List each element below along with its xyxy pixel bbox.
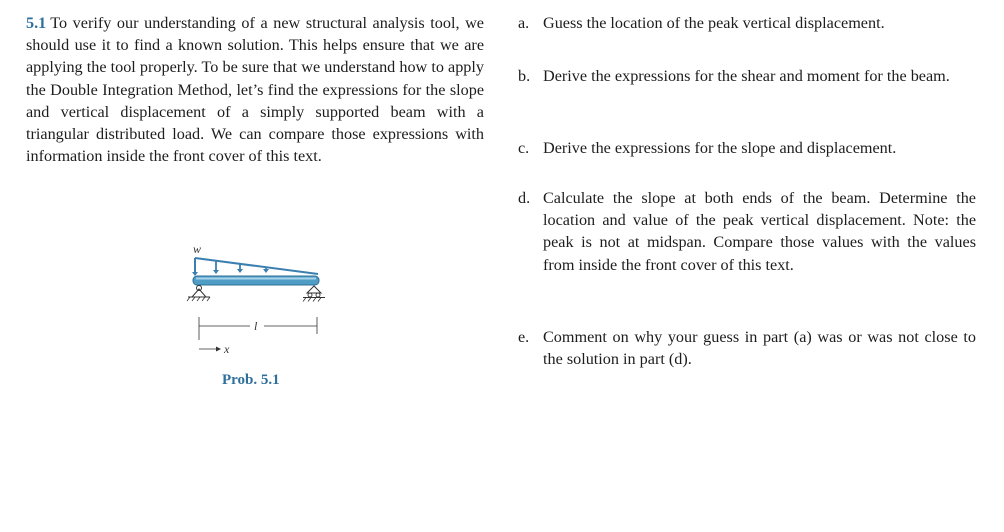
ground-hatch <box>308 298 311 302</box>
ground-hatch <box>303 298 306 302</box>
part-letter: d. <box>518 189 531 207</box>
load-arrow-head <box>213 270 219 274</box>
beam-highlight <box>196 278 316 280</box>
problem-text: To verify our understanding of a new structural analysis tool, we should use it to find a known solution. This helps ensure that we are applying the tool properly. To be sure that we understand how to apply the Double Integration Method, let’s find the expressions for the slope and vertical displacement of a simply supported beam with a triangular distributed load. We can compare those expressions with information inside the front cover of this text. <box>26 14 484 166</box>
roller-wheel <box>316 293 320 297</box>
roller-wheel <box>308 293 312 297</box>
load-arrow-head <box>192 272 198 276</box>
ground-hatch <box>207 297 210 301</box>
part-a <box>518 12 976 34</box>
x-label: x <box>224 342 230 356</box>
figure-caption: Prob. 5.1 <box>222 372 280 388</box>
beam <box>193 276 319 285</box>
length-label: l <box>254 319 258 333</box>
part-d <box>518 187 976 276</box>
x-axis-arrow-head <box>216 347 221 352</box>
ground-hatch <box>202 297 205 301</box>
problem-statement <box>26 12 484 167</box>
part-text: Comment on why your guess in part (a) was or was not close to the solution in part (d). <box>543 328 976 369</box>
ground-hatch <box>313 298 316 302</box>
part-letter: e. <box>518 328 530 346</box>
part-letter: a. <box>518 14 530 32</box>
part-text: Guess the location of the peak vertical displacement. <box>543 14 885 32</box>
load-top-line <box>195 258 318 274</box>
load-arrow-head <box>237 269 243 273</box>
problem-number: 5.1 <box>26 14 47 32</box>
part-letter: b. <box>518 67 531 85</box>
ground-hatch <box>197 297 200 301</box>
beam-diagram <box>180 240 340 370</box>
beam-figure <box>180 240 340 370</box>
part-text: Derive the expressions for the slope and displacement. <box>543 139 897 157</box>
part-letter: c. <box>518 139 530 157</box>
part-text: Calculate the slope at both ends of the beam. Determine the location and value of the peak vertical displacement. Note: the peak is not at midspan. Compare those values with the values from inside the front cover of this text. <box>543 189 976 274</box>
load-arrow-head <box>263 269 269 273</box>
roller-support <box>307 286 321 293</box>
part-text: Derive the expressions for the shear and moment for the beam. <box>543 67 950 85</box>
part-c <box>518 137 976 159</box>
part-e <box>518 326 976 370</box>
ground-hatch <box>192 297 195 301</box>
load-label: w <box>193 242 202 256</box>
part-b <box>518 65 976 87</box>
ground-hatch <box>318 298 321 302</box>
ground-hatch <box>187 297 190 301</box>
